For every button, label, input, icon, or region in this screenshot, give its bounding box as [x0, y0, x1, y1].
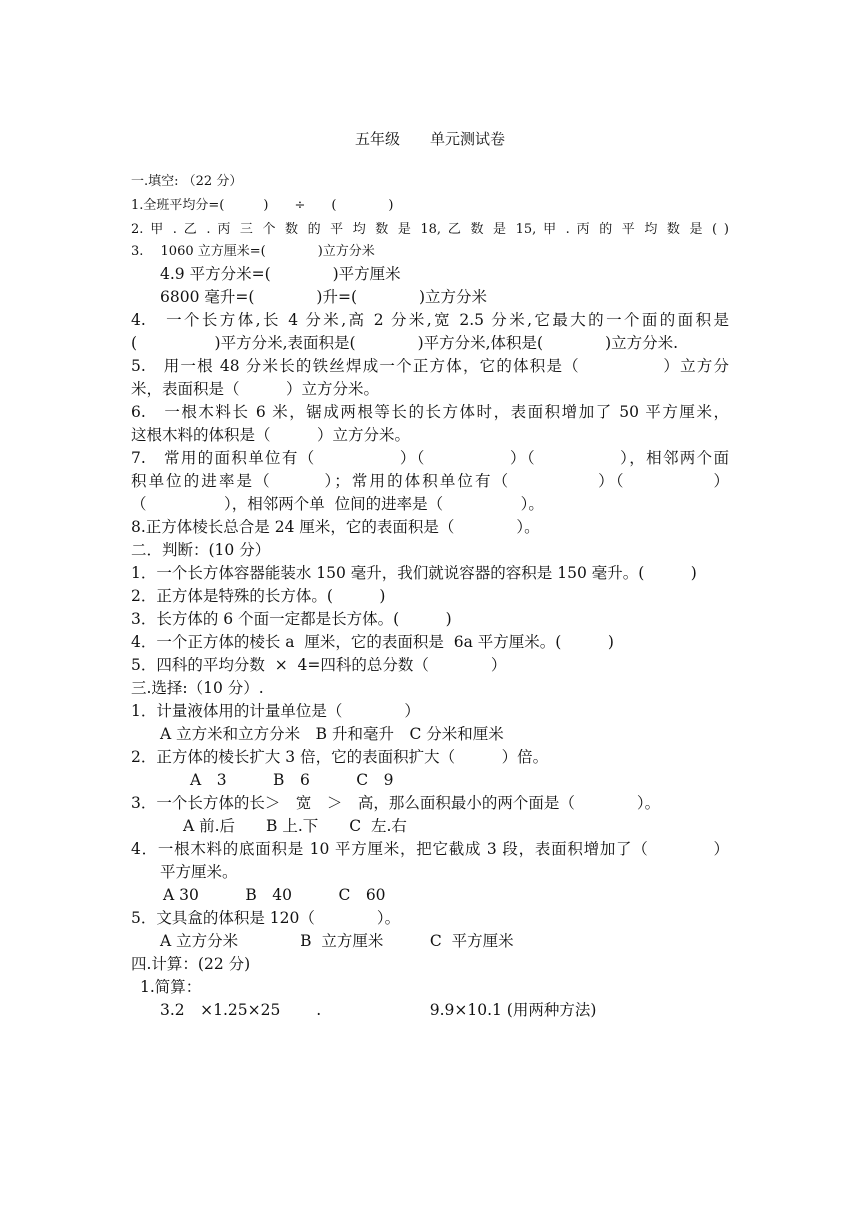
question-line: 5．四科的平均分数 × 4=四科的总分数（ ） — [131, 656, 507, 674]
answer-options: A 前.后 B 上.下 C 左.右 — [183, 817, 407, 835]
question-line: 米，表面积是（ ）立方分米。 — [131, 380, 380, 398]
question-line: 1.全班平均分=( ) ÷ ( ) — [131, 198, 394, 213]
question-line: 4.9 平方分米=( )平方厘米 — [160, 265, 401, 283]
question-line: 8.正方体棱长总合是 24 厘米，它的表面积是（ ）。 — [131, 518, 540, 536]
answer-options: A 3 B 6 C 9 — [190, 771, 394, 789]
sub-heading: 1.简算： — [140, 978, 202, 996]
question-line: 4．一根木料的底面积是 10 平方厘米，把它截成 3 段，表面积增加了（ ） — [131, 840, 729, 858]
question-line: 1．一个长方体容器能装水 150 毫升，我们就说容器的容积是 150 毫升。( ) — [131, 564, 697, 582]
answer-options: A 立方分米 B 立方厘米 C 平方厘米 — [160, 932, 514, 950]
question-line: 7. 常用的面积单位有（ ）（ ）（ ），相邻两个面 — [131, 449, 729, 467]
question-line: 2. 甲 . 乙 . 丙 三 个 数 的 平 均 数 是 18, 乙 数 是 15, 甲 . 丙 的 平 均 数 是 ( ) — [131, 222, 729, 237]
question-line: 3．长方体的 6 个面一定都是长方体。( ) — [131, 610, 452, 628]
answer-options: A 立方米和立方分米 B 升和毫升 C 分米和厘米 — [160, 725, 504, 743]
question-line: 3. 1060 立方厘米=( )立方分米 — [131, 244, 375, 259]
question-line: 6800 毫升=( )升=( )立方分米 — [160, 288, 488, 306]
question-line: 4．一个正方体的棱长 a 厘米，它的表面积是 6a 平方厘米。( ) — [131, 633, 614, 651]
question-line: 2．正方体的棱长扩大 3 倍，它的表面积扩大（ ）倍。 — [131, 748, 549, 766]
calculation-problems: 3.2 ×1.25×25 . 9.9×10.1 (用两种方法) — [160, 1001, 597, 1019]
question-line: 这根木料的体积是（ ）立方分米。 — [131, 426, 411, 444]
question-line: 3．一个长方体的长＞ 宽 ＞ 高，那么面积最小的两个面是（ ）。 — [131, 794, 661, 812]
question-line: 4. 一个长方体,长 4 分米,高 2 分米,宽 2.5 分米,它最大的一个面的面积是 — [131, 311, 729, 329]
question-line: 6. 一根木料长 6 米，锯成两根等长的长方体时，表面积增加了 50 平方厘米， — [131, 403, 729, 421]
answer-options: A 30 B 40 C 60 — [163, 886, 386, 904]
section-heading-calculation: 四.计算：(22 分) — [131, 955, 251, 973]
section-heading-true-false: 二．判断：(10 分） — [131, 541, 271, 559]
section-heading-choice: 三.选择:（10 分）. — [131, 679, 264, 697]
question-line: 平方厘米。 — [160, 863, 238, 881]
question-line: （ ），相邻两个单 位间的进率是（ ）。 — [131, 495, 544, 513]
question-line: 1．计量液体用的计量单位是（ ） — [131, 702, 420, 720]
question-line: 5．文具盒的体积是 120（ ）。 — [131, 909, 401, 927]
question-line: 积单位的进率是（ ）；常用的体积单位有（ ）（ ） — [131, 472, 729, 490]
question-line: ( )平方分米,表面积是( )平方分米,体积是( )立方分米. — [131, 334, 679, 352]
section-heading-fill-in: 一.填空: （22 分） — [131, 174, 243, 189]
question-line: 2．正方体是特殊的长方体。( ) — [131, 587, 386, 605]
page-title: 五年级 单元测试卷 — [354, 130, 505, 148]
question-line: 5. 用一根 48 分米长的铁丝焊成一个正方体，它的体积是（ ）立方分 — [131, 357, 729, 375]
